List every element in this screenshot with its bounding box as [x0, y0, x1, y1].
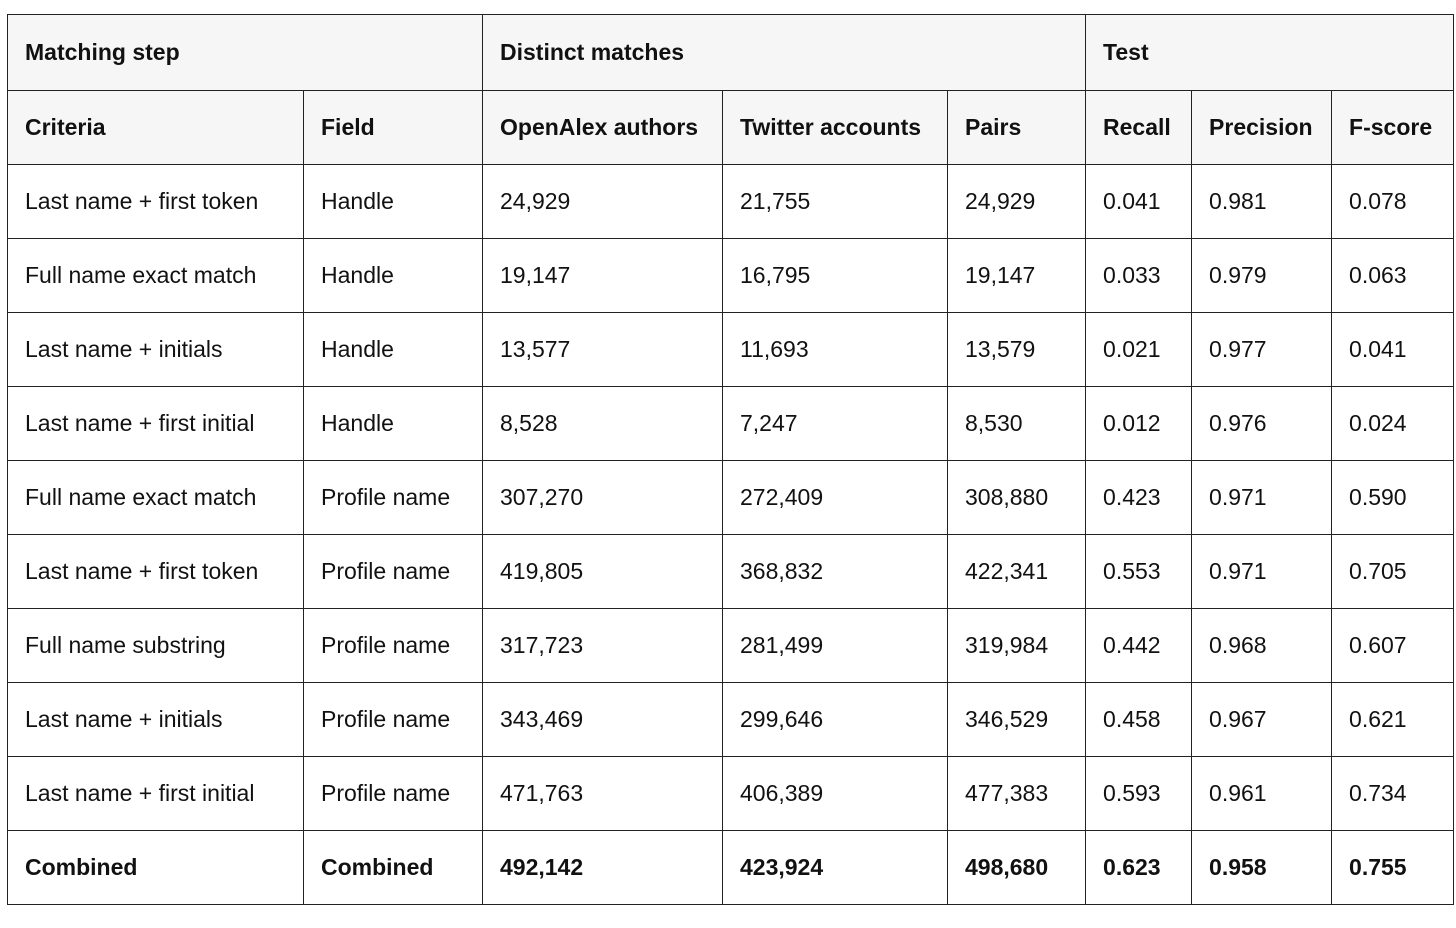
cell-openalex-authors: 343,469	[483, 683, 723, 757]
cell-twitter-accounts: 11,693	[723, 313, 948, 387]
cell-criteria: Last name + first token	[8, 535, 304, 609]
cell-recall: 0.442	[1086, 609, 1192, 683]
matching-results-table	[7, 14, 1454, 905]
cell-precision: 0.968	[1192, 609, 1332, 683]
table-row	[8, 683, 1454, 757]
table-row	[8, 461, 1454, 535]
total-cell-field: Combined	[304, 831, 483, 905]
cell-openalex-authors: 471,763	[483, 757, 723, 831]
cell-f-score: 0.705	[1332, 535, 1454, 609]
total-cell-openalex-authors: 492,142	[483, 831, 723, 905]
cell-recall: 0.012	[1086, 387, 1192, 461]
column-header-pairs: Pairs	[948, 91, 1086, 165]
total-cell-twitter-accounts: 423,924	[723, 831, 948, 905]
cell-twitter-accounts: 272,409	[723, 461, 948, 535]
group-header-row	[8, 15, 1454, 91]
column-header-row	[8, 91, 1454, 165]
cell-pairs: 477,383	[948, 757, 1086, 831]
column-header-criteria: Criteria	[8, 91, 304, 165]
cell-recall: 0.458	[1086, 683, 1192, 757]
cell-recall: 0.553	[1086, 535, 1192, 609]
cell-recall: 0.021	[1086, 313, 1192, 387]
total-cell-precision: 0.958	[1192, 831, 1332, 905]
cell-criteria: Last name + initials	[8, 313, 304, 387]
cell-precision: 0.981	[1192, 165, 1332, 239]
total-cell-recall: 0.623	[1086, 831, 1192, 905]
cell-twitter-accounts: 368,832	[723, 535, 948, 609]
cell-openalex-authors: 13,577	[483, 313, 723, 387]
cell-criteria: Full name substring	[8, 609, 304, 683]
cell-f-score: 0.024	[1332, 387, 1454, 461]
cell-field: Handle	[304, 165, 483, 239]
cell-field: Profile name	[304, 609, 483, 683]
table-body	[8, 165, 1454, 905]
table-row	[8, 535, 1454, 609]
cell-twitter-accounts: 299,646	[723, 683, 948, 757]
table-row	[8, 387, 1454, 461]
cell-recall: 0.423	[1086, 461, 1192, 535]
cell-criteria: Full name exact match	[8, 239, 304, 313]
cell-criteria: Last name + first initial	[8, 757, 304, 831]
total-row	[8, 831, 1454, 905]
cell-f-score: 0.078	[1332, 165, 1454, 239]
cell-precision: 0.979	[1192, 239, 1332, 313]
table-row	[8, 609, 1454, 683]
cell-openalex-authors: 8,528	[483, 387, 723, 461]
cell-recall: 0.593	[1086, 757, 1192, 831]
cell-twitter-accounts: 281,499	[723, 609, 948, 683]
cell-criteria: Last name + first initial	[8, 387, 304, 461]
cell-field: Handle	[304, 239, 483, 313]
cell-pairs: 346,529	[948, 683, 1086, 757]
cell-field: Profile name	[304, 683, 483, 757]
cell-pairs: 13,579	[948, 313, 1086, 387]
table-row	[8, 239, 1454, 313]
column-header-openalex-authors: OpenAlex authors	[483, 91, 723, 165]
cell-f-score: 0.590	[1332, 461, 1454, 535]
table-row	[8, 313, 1454, 387]
cell-twitter-accounts: 406,389	[723, 757, 948, 831]
total-cell-f-score: 0.755	[1332, 831, 1454, 905]
cell-openalex-authors: 19,147	[483, 239, 723, 313]
cell-pairs: 19,147	[948, 239, 1086, 313]
cell-openalex-authors: 419,805	[483, 535, 723, 609]
cell-recall: 0.041	[1086, 165, 1192, 239]
cell-openalex-authors: 307,270	[483, 461, 723, 535]
cell-criteria: Last name + first token	[8, 165, 304, 239]
group-header-distinct-matches: Distinct matches	[483, 15, 1086, 91]
column-header-recall: Recall	[1086, 91, 1192, 165]
cell-f-score: 0.734	[1332, 757, 1454, 831]
cell-field: Handle	[304, 387, 483, 461]
cell-precision: 0.967	[1192, 683, 1332, 757]
table-row	[8, 757, 1454, 831]
cell-openalex-authors: 317,723	[483, 609, 723, 683]
column-header-field: Field	[304, 91, 483, 165]
cell-precision: 0.961	[1192, 757, 1332, 831]
cell-criteria: Last name + initials	[8, 683, 304, 757]
group-header-test: Test	[1086, 15, 1454, 91]
cell-precision: 0.971	[1192, 535, 1332, 609]
cell-pairs: 319,984	[948, 609, 1086, 683]
cell-twitter-accounts: 21,755	[723, 165, 948, 239]
cell-recall: 0.033	[1086, 239, 1192, 313]
group-header-matching-step: Matching step	[8, 15, 483, 91]
cell-f-score: 0.063	[1332, 239, 1454, 313]
total-cell-criteria: Combined	[8, 831, 304, 905]
cell-field: Profile name	[304, 535, 483, 609]
cell-twitter-accounts: 7,247	[723, 387, 948, 461]
cell-precision: 0.976	[1192, 387, 1332, 461]
column-header-twitter-accounts: Twitter accounts	[723, 91, 948, 165]
cell-pairs: 422,341	[948, 535, 1086, 609]
cell-pairs: 308,880	[948, 461, 1086, 535]
cell-openalex-authors: 24,929	[483, 165, 723, 239]
cell-f-score: 0.607	[1332, 609, 1454, 683]
column-header-f-score: F-score	[1332, 91, 1454, 165]
cell-twitter-accounts: 16,795	[723, 239, 948, 313]
total-cell-pairs: 498,680	[948, 831, 1086, 905]
cell-f-score: 0.041	[1332, 313, 1454, 387]
table-row	[8, 165, 1454, 239]
cell-criteria: Full name exact match	[8, 461, 304, 535]
cell-field: Profile name	[304, 461, 483, 535]
cell-field: Profile name	[304, 757, 483, 831]
cell-precision: 0.977	[1192, 313, 1332, 387]
cell-field: Handle	[304, 313, 483, 387]
cell-pairs: 8,530	[948, 387, 1086, 461]
cell-f-score: 0.621	[1332, 683, 1454, 757]
column-header-precision: Precision	[1192, 91, 1332, 165]
cell-precision: 0.971	[1192, 461, 1332, 535]
cell-pairs: 24,929	[948, 165, 1086, 239]
